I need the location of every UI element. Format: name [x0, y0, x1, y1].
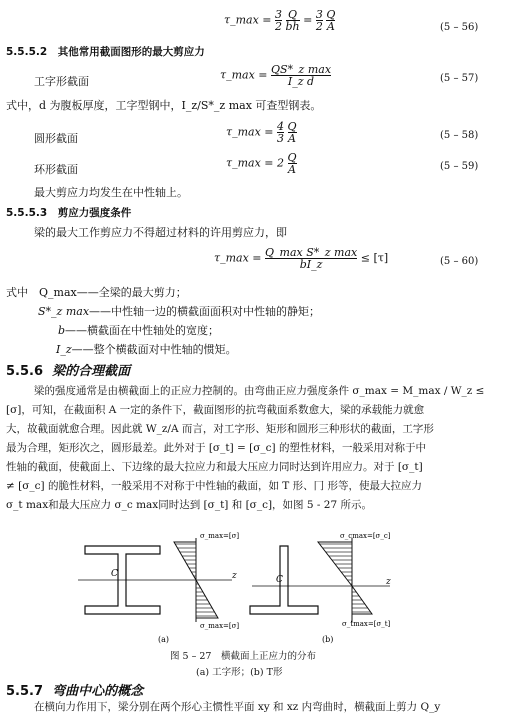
- eq-5-58: τ_max = $\frac{4}{3}$ $\frac{Q}{A}$: [226, 120, 297, 145]
- eq-5-59-tag: (5 – 59): [440, 161, 479, 172]
- para-line: σ_t max和最大压应力 σ_c max同时达到 [σ_t] 和 [σ_c]，如图 5 - 27 所示。: [6, 499, 372, 511]
- section-5-5-5-2: 5.5.5.2 其他常用截面图形的最大剪应力: [6, 46, 205, 58]
- eq-5-56-lhs: τ_max =: [224, 13, 272, 27]
- figure-caption: 图 5 – 27 横截面上正应力的分布: [170, 651, 316, 662]
- axis-z-label-b: z: [386, 577, 391, 587]
- figure-5-27: [0, 510, 507, 645]
- eq-5-56-tag: (5 – 56): [440, 22, 479, 33]
- eq-5-56-frac2: $\frac{Q}{bh}$: [285, 8, 300, 33]
- section-5-5-5-3: 5.5.5.3 剪应力强度条件: [6, 207, 132, 219]
- figure-subcaption: (a) 工字形；(b) T形: [196, 667, 283, 678]
- i-section-note: 式中，d 为腹板厚度，工字型钢中，I_z/S*_z max 可查型钢表。: [6, 99, 322, 112]
- figure-label-b: (b): [322, 635, 334, 644]
- para-5-5-7: 在横向力作用下，梁分别在两个形心主惯性平面 xy 和 xz 内弯曲时，横截面上剪力 Q_y: [34, 701, 441, 713]
- eq-5-60: τ_max = $\frac{\text{Q\_max S*\_z max}}{bI\_z}$ ≤ [τ]: [214, 246, 389, 271]
- stress-bottom-label-a: σ_max=[σ]: [200, 622, 240, 630]
- stress-bottom-label-b: σ_tmax=[σ_t]: [342, 620, 391, 628]
- para-line: ≠ [σ_c] 的脆性材料，一般采用不对称于中性轴的截面，如 T 形、冂 形等，使最大拉应力: [6, 480, 422, 492]
- eq-5-56-frac4: $\frac{Q}{A}$: [326, 8, 336, 33]
- stress-top-label-b: σ_cmax=[σ_c]: [340, 532, 391, 540]
- figure-label-a: (a): [158, 635, 170, 644]
- centroid-label-b: C: [276, 575, 283, 585]
- eq-5-56-frac1: $\frac{3}{2}$: [275, 8, 282, 33]
- stress-top-label-a: σ_max=[σ]: [200, 532, 240, 540]
- eq-5-57: τ_max = $\frac{\text{QS*\_z max}}{\text{I\_z d}}$: [220, 63, 332, 88]
- eq-5-57-tag: (5 – 57): [440, 73, 479, 84]
- where-row: I_z——整个横截面对中性轴的惯矩。: [56, 343, 237, 356]
- ring-section-label: 环形截面: [34, 163, 78, 176]
- stress-diagram-b: [318, 542, 372, 614]
- para-line: 最为合理，矩形次之，圆形最差。此外对于 [σ_t] = [σ_c] 的塑性材料，一般采用对称于中: [6, 442, 426, 454]
- max-shear-note: 最大剪应力均发生在中性轴上。: [34, 186, 188, 199]
- eq-5-56-equals: =: [303, 13, 313, 27]
- para-line: 大，故截面就愈合理。因此就 W_z/A 而言，对工字形、矩形和圆形三种形状的截面，工字形: [6, 423, 434, 435]
- where-row: 式中 Q_max——全梁的最大剪力；: [6, 286, 187, 299]
- section-5-5-5-3-text: 梁的最大工作剪应力不得超过材料的许用剪应力，即: [34, 226, 287, 239]
- para-line: [σ]，可知，在截面积 A 一定的条件下，截面图形的抗弯截面系数愈大，梁的承载能力就愈: [6, 404, 425, 416]
- section-5-5-7: 5.5.7 弯曲中心的概念: [6, 684, 144, 699]
- centroid-label-a: C: [111, 569, 118, 579]
- i-section-label: 工字形截面: [34, 75, 89, 88]
- axis-z-label-a: z: [232, 571, 237, 581]
- section-5-5-6: 5.5.6 梁的合理截面: [6, 364, 131, 379]
- para-line: 梁的强度通常是由横截面上的正应力控制的。由弯曲正应力强度条件 σ_max = M_max / W_z ≤: [34, 385, 485, 397]
- para-line: 性轴的截面，使截面上、下边缘的最大拉应力和最大压应力同时达到许用应力。对于 [σ_t]: [6, 461, 423, 473]
- eq-5-60-tag: (5 – 60): [440, 256, 479, 267]
- t-beam-shape: [250, 546, 318, 614]
- where-row: b——横截面在中性轴处的宽度；: [58, 324, 220, 337]
- eq-5-58-tag: (5 – 58): [440, 130, 479, 141]
- where-row: S*_z max——中性轴一边的横截面面积对中性轴的静矩；: [38, 305, 321, 318]
- circle-section-label: 圆形截面: [34, 132, 78, 145]
- eq-5-56: [224, 9, 335, 32]
- eq-5-59: τ_max = 2 $\frac{Q}{A}$: [226, 151, 297, 176]
- para-5-5-6: [6, 382, 502, 515]
- eq-5-56-frac3: $\frac{3}{2}$: [315, 8, 323, 33]
